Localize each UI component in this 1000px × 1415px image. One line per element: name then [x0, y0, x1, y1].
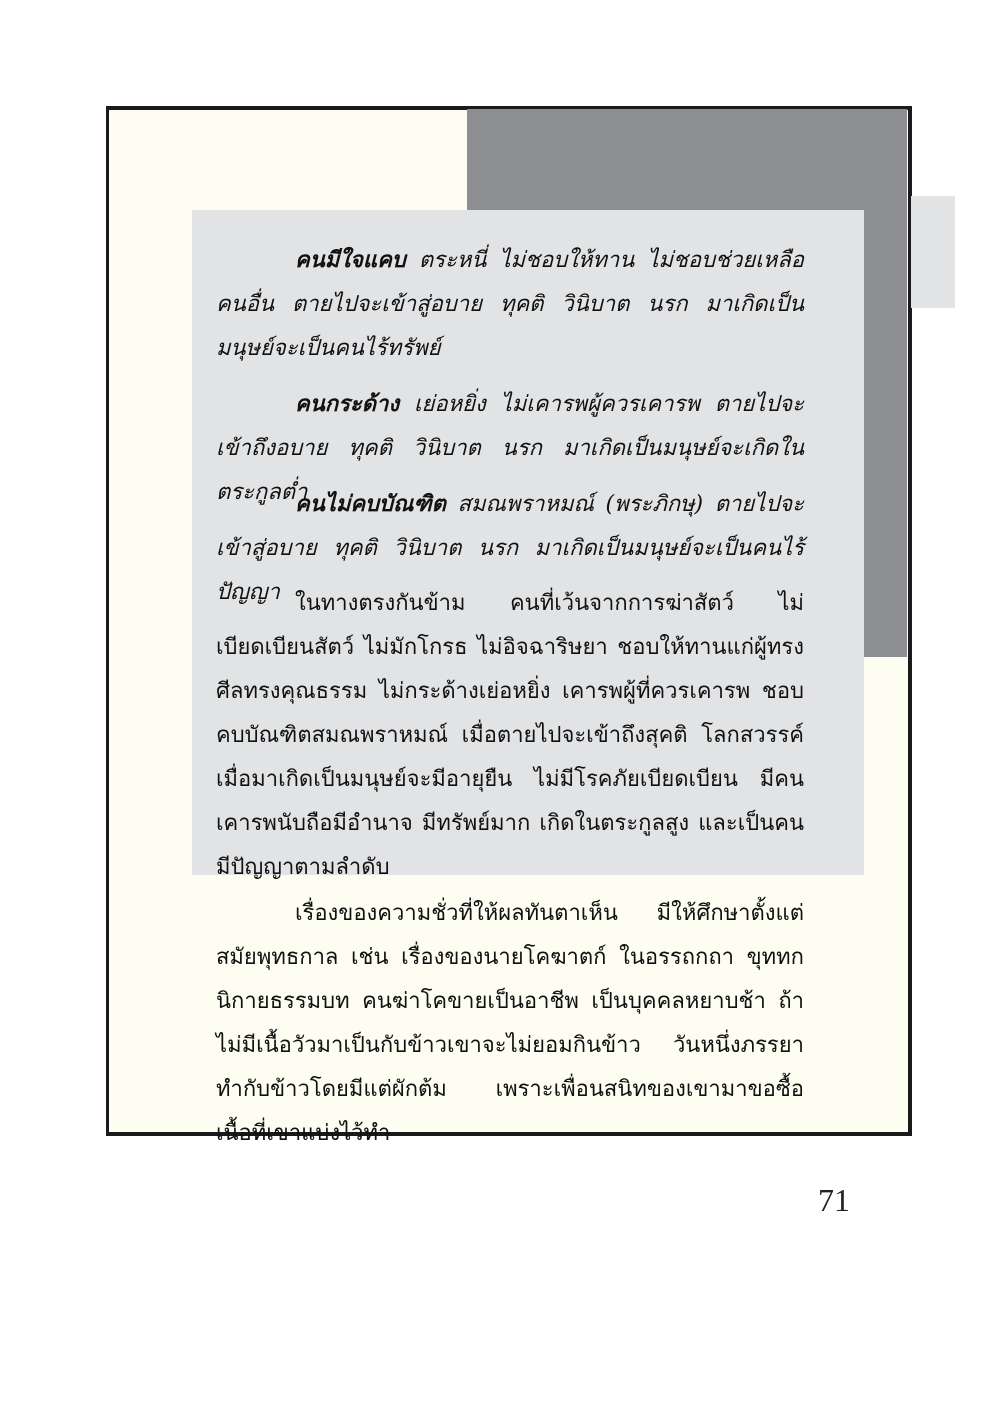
- body-paragraph: เรื่องของความชั่วที่ให้ผลทันตาเห็น มีให้ศึกษาตั้งแต่สมัยพุทธกาล เช่น เรื่องของนายโคฆาตก์ ในอรรถกถา ขุททกนิกายธรรมบท คนฆ่าโคขายเป็นอาชีพ เป็นบุคคลหยาบช้า ถ้าไม่มีเนื้อวัวมาเป็นกับข้าวเขาจะไม่ยอมกินข้าว วันหนึ่งภรรยาทำกับข้าวโดยมีแต่ผักต้ม เพราะเพื่อนสนิทของเขามาขอซื้อเนื้อที่เขาแบ่งไว้ทำ: [216, 901, 804, 1146]
- paragraph-text: สมณพราหมณ์ (พระภิกษุ) ตายไปจะเข้าสู่อบาย ทุคติ วินิบาต นรก มาเกิดเป็นมนุษย์จะเป็นคนไร้ปัญญา: [216, 492, 804, 605]
- lead-term: คนไม่คบบัณฑิต: [295, 491, 446, 517]
- side-tab: [911, 196, 955, 308]
- paragraph-narrow-minded: [216, 238, 804, 371]
- page-number: 71: [818, 1182, 850, 1218]
- paragraph-text: ตระหนี่ ไม่ชอบให้ทาน ไม่ชอบช่วยเหลือคนอื่น ตายไปจะเข้าสู่อบาย ทุคติ วินิบาต นรก มาเกิดเป็นมนุษย์จะเป็นคนไร้ทรัพย์: [216, 248, 804, 361]
- lead-term: คนมีใจแคบ: [295, 247, 406, 273]
- paragraph-text: เย่อหยิ่ง ไม่เคารพผู้ควรเคารพ ตายไปจะเข้าถึงอบาย ทุคติ วินิบาต นรก มาเกิดเป็นมนุษย์จะเกิดในตระกูลต่ำ: [216, 392, 804, 505]
- paragraph-on-the-contrary: ในทางตรงกันข้าม คนที่เว้นจากการฆ่าสัตว์ ไม่เบียดเบียนสัตว์ ไม่มักโกรธ ไม่อิจฉาริษยา ชอบให้ทานแก่ผู้ทรงศีลทรงคุณธรรม ไม่กระด้างเย่อหยิ่ง เคารพผู้ที่ควรเคารพ ชอบคบบัณฑิตสมณพราหมณ์ เมื่อตายไปจะเข้าถึงสุคติ โลกสวรรค์ เมื่อมาเกิดเป็นมนุษย์จะมีอายุยืน ไม่มีโรคภัยเบียดเบียน มีคนเคารพนับถือมีอำนาจ มีทรัพย์มาก เกิดในตระกูลสูง และเป็นคนมีปัญญาตามลำดับ: [216, 591, 804, 880]
- lead-term: คนกระด้าง: [295, 391, 400, 417]
